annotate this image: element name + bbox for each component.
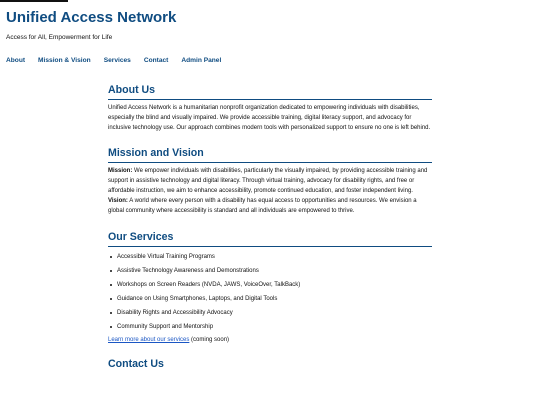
mission-vision-section [108, 147, 432, 216]
top-edge-bar [0, 0, 68, 2]
mission-vision-heading: Mission and Vision [108, 147, 432, 163]
list-item: Accessible Virtual Training Programs [117, 253, 432, 261]
vision-text: A world where every person with a disability has equal access to opportunities and resources. We envision a global community where accessibility is standard and all individuals are empowered to thrive. [108, 198, 417, 214]
site-tagline: Access for All, Empowerment for Life [6, 34, 113, 41]
nav-link-mission-vision[interactable]: Mission & Vision [38, 57, 91, 64]
list-item: Disability Rights and Accessibility Advocacy [117, 309, 432, 317]
main-nav [6, 57, 221, 65]
main-content [108, 84, 432, 373]
services-list [108, 253, 432, 331]
services-heading: Our Services [108, 231, 432, 247]
about-section [108, 84, 432, 133]
vision-label: Vision: [108, 198, 128, 204]
contact-section [108, 358, 432, 373]
contact-heading: Contact Us [108, 358, 164, 370]
site-title: Unified Access Network [6, 9, 177, 26]
learn-more-link[interactable]: Learn more about our services [108, 337, 190, 343]
services-section [108, 231, 432, 344]
nav-link-contact[interactable]: Contact [143, 57, 169, 64]
nav-link-about[interactable]: About [6, 57, 26, 64]
about-body: Unified Access Network is a humanitarian nonprofit organization dedicated to empowering individuals with disabilities, especially the blind and visually impaired. We provide accessible training, digital literacy support, and advocacy for inclusive technology use. Our approach combines modern tools with personalized support to ensure no one is left behind. [108, 105, 431, 131]
list-item: Assistive Technology Awareness and Demonstrations [117, 267, 432, 275]
about-heading: About Us [108, 84, 432, 100]
list-item: Workshops on Screen Readers (NVDA, JAWS, VoiceOver, TalkBack) [117, 281, 432, 289]
learn-more-line [108, 336, 432, 344]
learn-more-note: (coming soon) [189, 337, 230, 343]
mission-label: Mission: [108, 168, 133, 174]
mission-text: We empower individuals with disabilities, particularly the visually impaired, by providing accessible training and support in assistive technology and digital literacy. Through virtual training, advocacy for disability rights, and free or affordable instruction, we aim to enhance accessibility, promote continued education, and foster independent living. [108, 168, 428, 194]
list-item: Guidance on Using Smartphones, Laptops, and Digital Tools [117, 295, 432, 303]
site-header [6, 9, 534, 42]
nav-link-services[interactable]: Services [103, 57, 131, 64]
list-item: Community Support and Mentorship [117, 323, 432, 331]
vision-paragraph [108, 196, 432, 216]
mission-paragraph [108, 166, 432, 196]
nav-link-admin-panel[interactable]: Admin Panel [181, 57, 222, 64]
